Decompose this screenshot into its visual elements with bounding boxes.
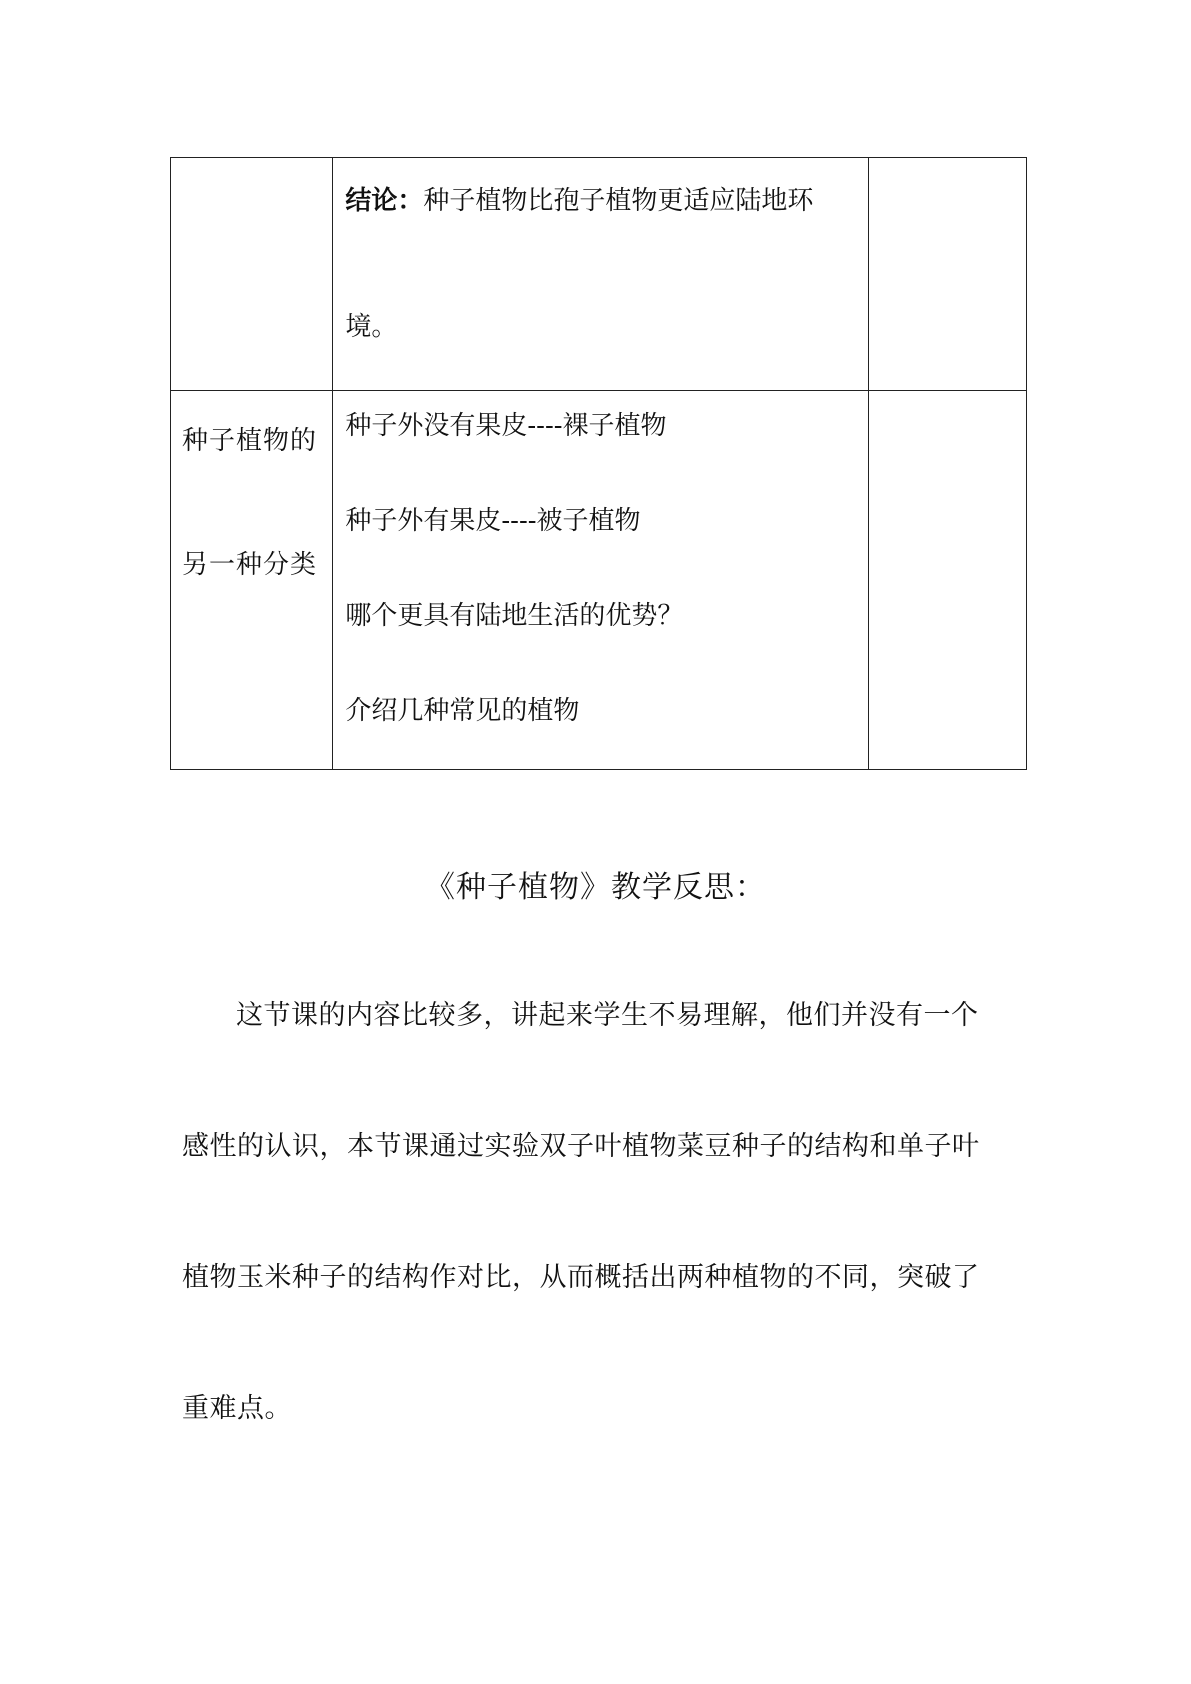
row2-label (171, 379, 332, 627)
conclusion-label: 结论： (345, 186, 424, 216)
paragraph-line: 这节课的内容比较多，讲起来学生不易理解，他们并没有一个 (236, 1000, 979, 1031)
list-item: 介绍几种常见的植物 (345, 696, 580, 726)
table-row (171, 391, 1027, 770)
row2-label-line: 另一种分类 (182, 550, 318, 580)
conclusion-text: 种子植物比孢子植物更适应陆地环境。 (345, 186, 814, 342)
table-row (171, 158, 1027, 391)
row1-content-cell (333, 158, 868, 391)
lesson-plan-table (170, 157, 1027, 770)
list-item: 种子外没有果皮----裸子植物 (345, 411, 667, 441)
row1-note-cell (868, 158, 1026, 391)
conclusion (333, 138, 867, 390)
reflection-title: 《种子植物》教学反思： (425, 870, 766, 905)
row1-label-cell (171, 158, 333, 391)
list-item: 种子外有果皮----被子植物 (345, 506, 641, 536)
paragraph-line: 感性的认识，本节课通过实验双子叶植物菜豆种子的结构和单子叶 (182, 1131, 980, 1162)
row2-label-line: 种子植物的 (182, 426, 318, 456)
row2-label-cell (171, 391, 333, 770)
list-item: 哪个更具有陆地生活的优势？ (345, 601, 684, 631)
paragraph-line: 重难点。 (182, 1393, 292, 1424)
row2-note-cell (868, 391, 1026, 770)
paragraph-line: 植物玉米种子的结构作对比，从而概括出两种植物的不同，突破了 (182, 1262, 980, 1293)
row2-content-cell (333, 391, 868, 770)
classification-list (333, 379, 867, 759)
reflection-paragraph (182, 950, 1022, 1474)
